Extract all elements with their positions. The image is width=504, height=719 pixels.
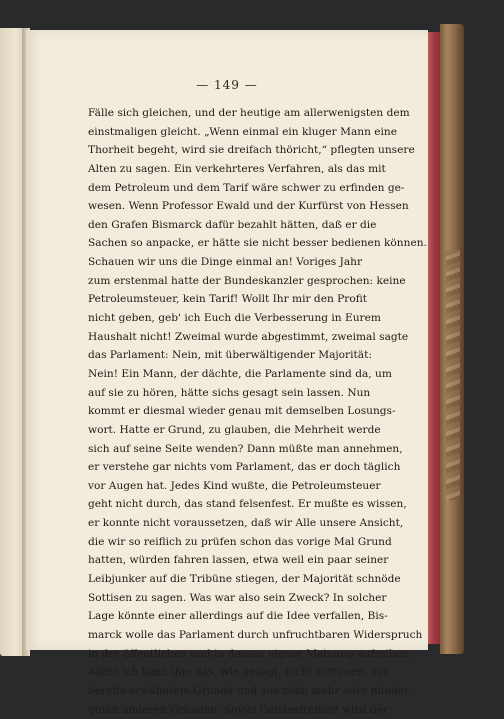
page-number: — 149 — <box>26 78 428 92</box>
text-line: Schauen wir uns die Dinge einmal an! Voriges Jahr <box>88 253 354 272</box>
text-line: er verstehe gar nichts vom Parlament, das er doch täglich <box>88 458 354 477</box>
text-line: vor Augen hat. Jedes Kind wußte, die Petroleumsteuer <box>88 477 354 496</box>
text-line: geht nicht durch, das stand felsenfest. Er mußte es wissen, <box>88 495 354 514</box>
text-line: Lage könnte einer allerdings auf die Idee verfallen, Bis- <box>88 607 354 626</box>
text-line: Leibjunker auf die Tribüne stiegen, der Majorität schnöde <box>88 570 354 589</box>
text-line: Fälle sich gleichen, und der heutige am allerwenigsten dem <box>88 104 354 123</box>
text-line: wort. Hatte er Grund, zu glauben, die Mehrheit werde <box>88 421 354 440</box>
text-line: sich auf seine Seite wenden? Dann müßte man annehmen, <box>88 440 354 459</box>
text-line: auf sie zu hören, hätte sichs gesagt sein lassen. Nun <box>88 384 354 403</box>
text-line: in der öffentlichen und in dessen eigner Meinung aufreiben. <box>88 645 354 664</box>
text-line: Haushalt nicht! Zweimal wurde abgestimmt, zweimal sagte <box>88 328 354 347</box>
text-line: dem Petroleum und dem Tarif wäre schwer zu erfinden ge- <box>88 179 354 198</box>
text-line: einstmaligen gleicht. „Wenn einmal ein kluger Mann eine <box>88 123 354 142</box>
text-line: wesen. Wenn Professor Ewald und der Kurfürst von Hessen <box>88 197 354 216</box>
text-line: Sachen so anpacke, er hätte sie nicht besser bedienen können. <box>88 234 354 253</box>
text-line: marck wolle das Parlament durch unfruchtbaren Widerspruch <box>88 626 354 645</box>
text-line: Nein! Ein Mann, der dächte, die Parlamente sind da, um <box>88 365 354 384</box>
text-line: Petroleumsteuer, kein Tarif! Wollt Ihr mir den Profit <box>88 290 354 309</box>
body-text <box>88 104 354 719</box>
text-line: guten anderen Gründen. Soviel Geistesfreiheit wird der <box>88 701 354 719</box>
text-line: zum erstenmal hatte der Bundeskanzler gesprochen: keine <box>88 272 354 291</box>
text-line: kommt er diesmal wieder genau mit demselben Losungs- <box>88 402 354 421</box>
text-line: Thorheit begeht, wird sie dreifach thöricht,“ pflegten unsere <box>88 141 354 160</box>
text-line: Allein ich kann ihm das, wie gesagt, nicht zutrauen, aus <box>88 663 354 682</box>
text-line: Sottisen zu sagen. Was war also sein Zweck? In solcher <box>88 589 354 608</box>
text-line: hatten, würden fahren lassen, etwa weil ein paar seiner <box>88 551 354 570</box>
cover-marbling <box>446 250 460 500</box>
text-line: bereits erwähntem Grunde und aus zehn mehr oder minder <box>88 682 354 701</box>
text-line: nicht geben, geb' ich Euch die Verbesserung in Eurem <box>88 309 354 328</box>
page-edge-red <box>428 32 440 644</box>
text-line: die wir so reiflich zu prüfen schon das vorige Mal Grund <box>88 533 354 552</box>
text-line: Alten zu sagen. Ein verkehrteres Verfahren, als das mit <box>88 160 354 179</box>
text-line: das Parlament: Nein, mit überwältigender Majorität: <box>88 346 354 365</box>
text-line: er konnte nicht voraussetzen, daß wir Alle unsere Ansicht, <box>88 514 354 533</box>
text-line: den Grafen Bismarck dafür bezahlt hätten, daß er die <box>88 216 354 235</box>
